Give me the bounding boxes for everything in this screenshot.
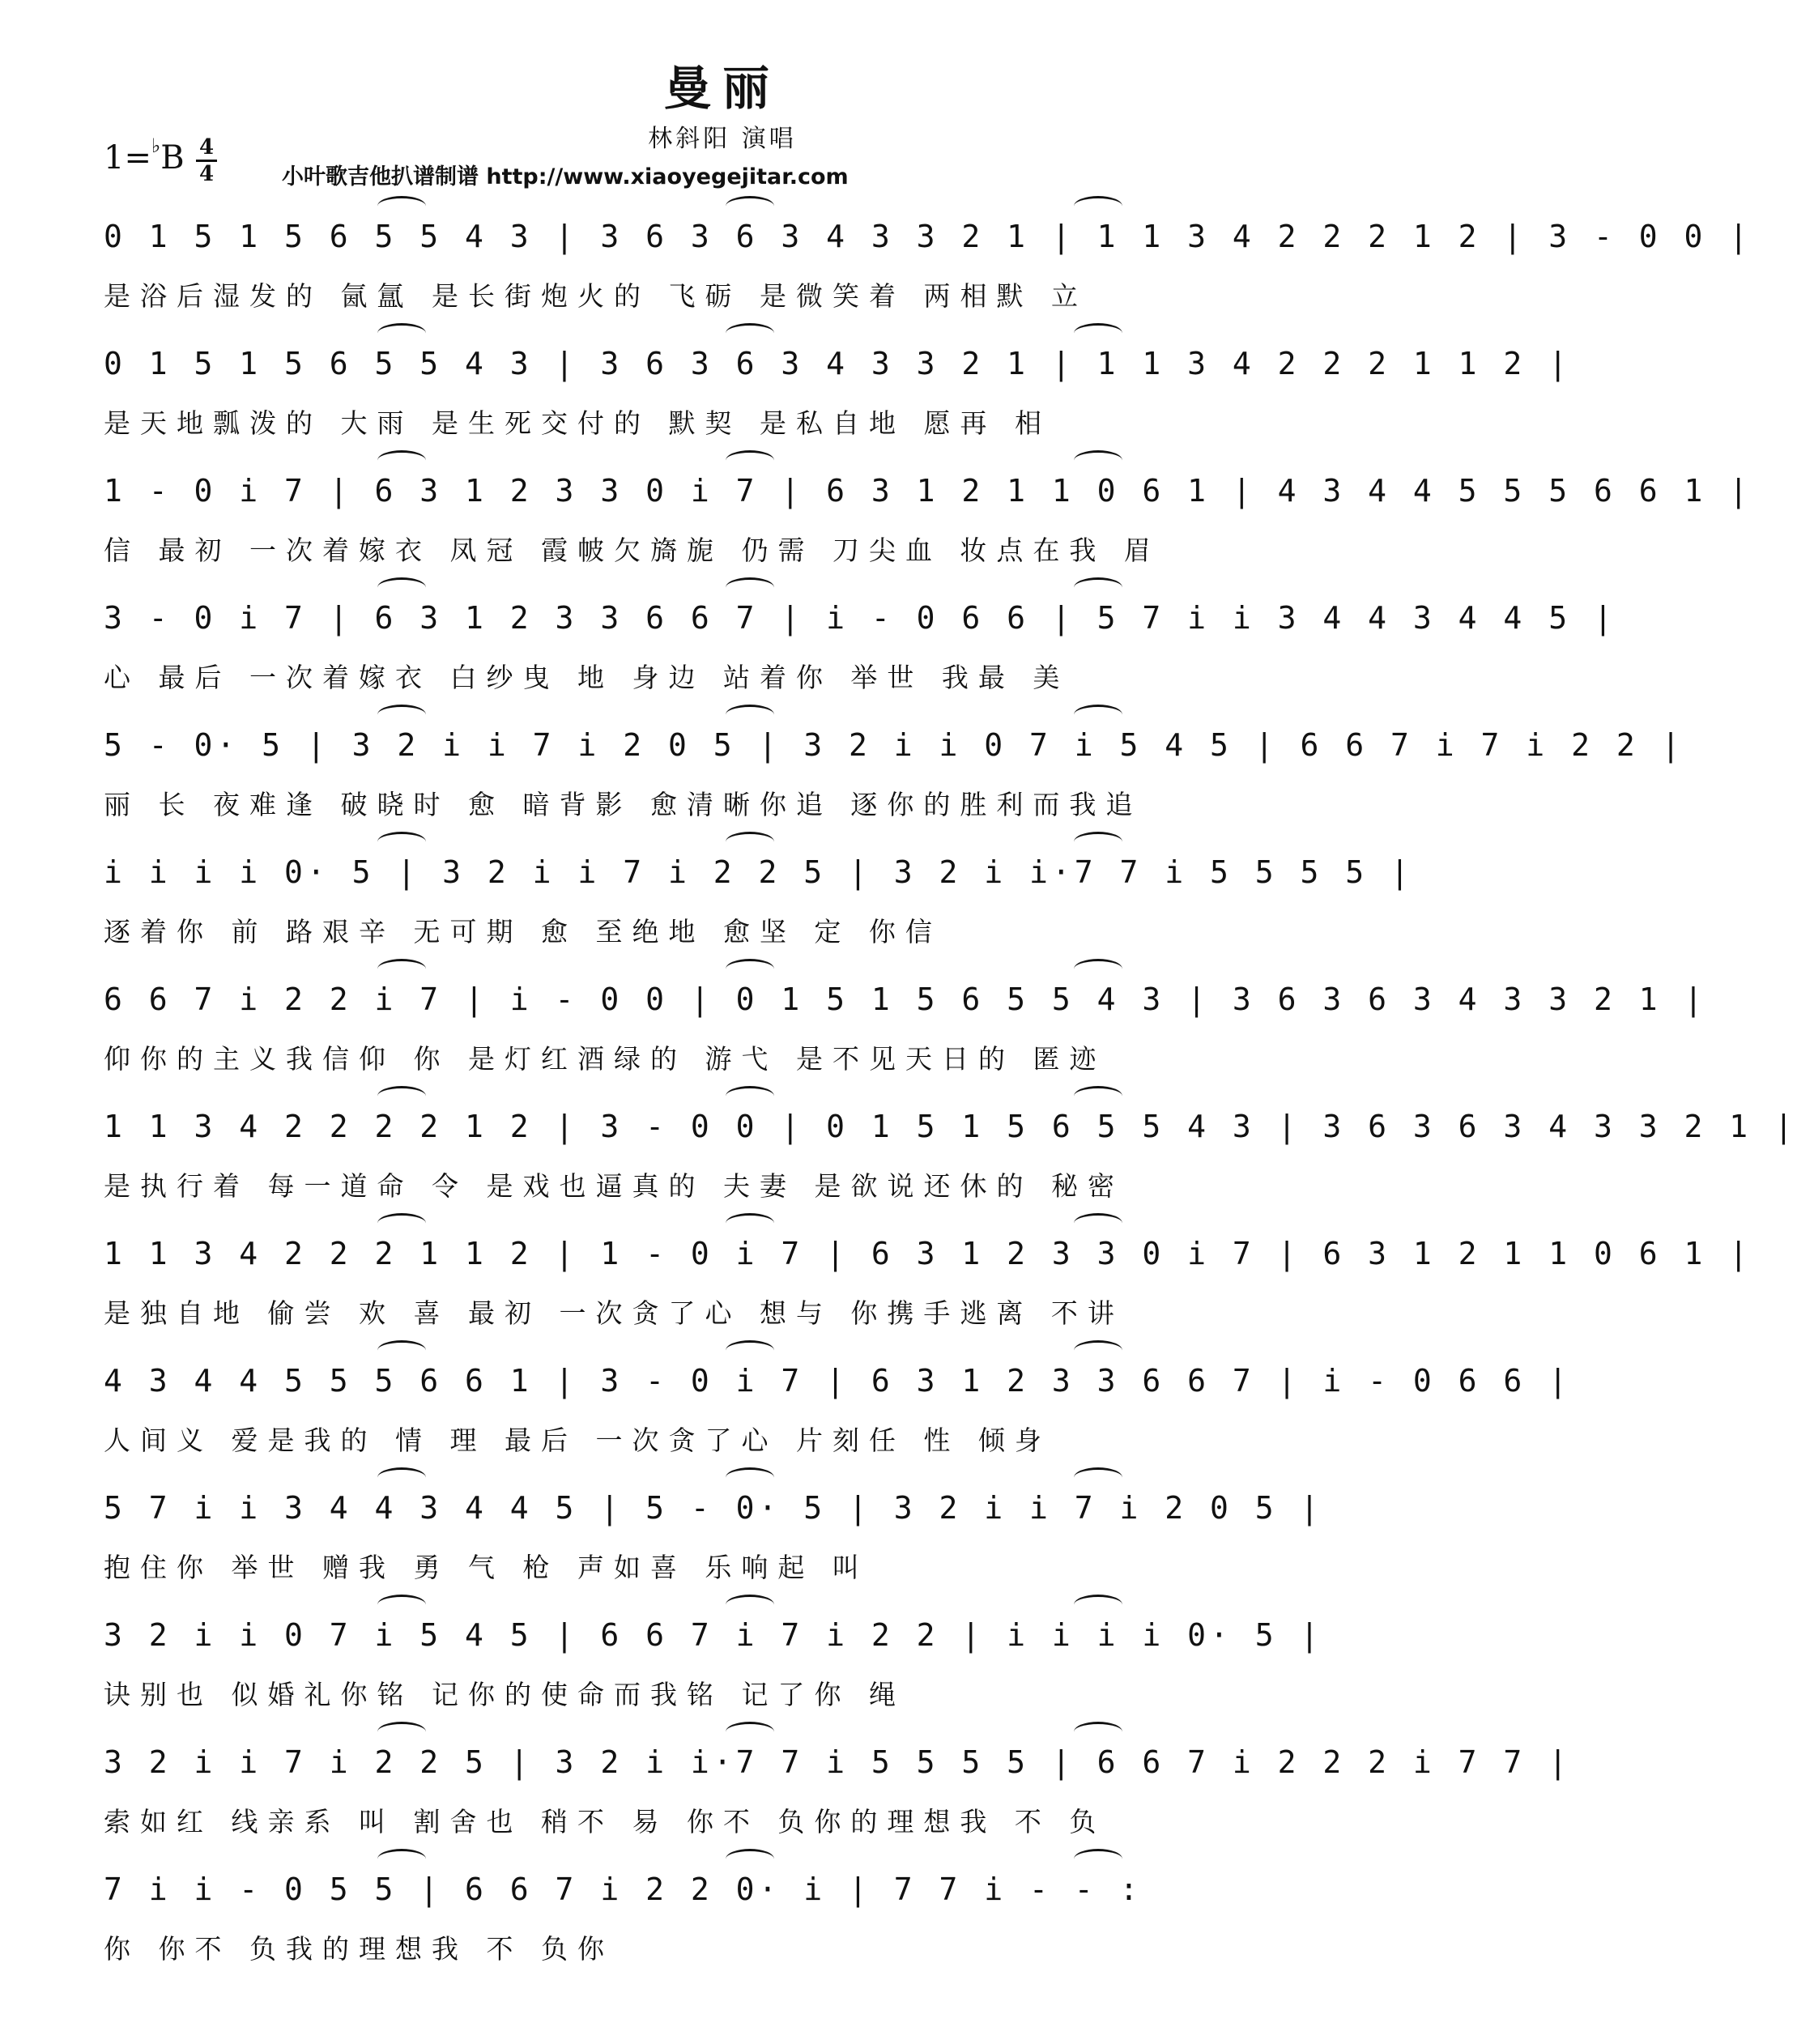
notation-line: 4 3 4 4 5 5 5 6 6 1 | 3 - 0 i 7 | 6 3 1 2 3 3 6 6 7 | i - 0 6 6 |: [104, 1363, 1572, 1399]
lyric-line: 抱住你 举世 赠我 勇 气 枪 声如喜 乐响起 叫: [104, 1552, 869, 1583]
notation-line: 5 - 0· 5 | 3 2 i i 7 i 2 0 5 | 3 2 i i 0 7 i 5 4 5 | 6 6 7 i 7 i 2 2 |: [104, 727, 1684, 763]
slur-mark: [726, 1213, 774, 1233]
slur-mark: [726, 832, 774, 852]
slur-mark: [726, 1595, 774, 1615]
slur-mark: [1074, 1722, 1122, 1742]
slur-mark: [1074, 832, 1122, 852]
slur-mark: [377, 1086, 426, 1106]
slur-mark: [726, 1467, 774, 1488]
lyric-line: 索如红 线亲系 叫 割舍也 稍不 易 你不 负你的理想我 不 负: [104, 1806, 1106, 1837]
slur-mark: [377, 1595, 426, 1615]
lyric-line: 信 最初 一次着嫁衣 凤冠 霞帔欠旖旎 仍需 刀尖血 妆点在我 眉: [104, 534, 1160, 566]
lyric-line: 你 你不 负我的理想我 不 负你: [104, 1933, 614, 1965]
slur-mark: [726, 1849, 774, 1869]
slur-mark: [377, 1340, 426, 1361]
slur-mark: [377, 705, 426, 725]
slur-mark: [377, 323, 426, 343]
slur-mark: [726, 1340, 774, 1361]
lyric-line: 是天地瓢泼的 大雨 是生死交付的 默契 是私自地 愿再 相: [104, 407, 1051, 439]
notation-line: 3 2 i i 7 i 2 2 5 | 3 2 i i·7 7 i 5 5 5 5 | 6 6 7 i 2 2 2 i 7 7 |: [104, 1744, 1572, 1780]
key-prefix: 1=: [104, 139, 151, 177]
slur-mark: [726, 577, 774, 598]
slur-mark: [1074, 577, 1122, 598]
notation-line: 1 1 3 4 2 2 2 1 1 2 | 1 - 0 i 7 | 6 3 1 2 3 3 0 i 7 | 6 3 1 2 1 1 0 6 1 |: [104, 1236, 1752, 1271]
notation-line: 1 - 0 i 7 | 6 3 1 2 3 3 0 i 7 | 6 3 1 2 1 1 0 6 1 | 4 3 4 4 5 5 5 6 6 1 |: [104, 473, 1752, 509]
slur-mark: [377, 1213, 426, 1233]
slur-mark: [377, 832, 426, 852]
slur-mark: [1074, 705, 1122, 725]
transcriber-credit: 小叶歌吉他扒谱制谱 http://www.xiaoyegejitar.com: [282, 164, 849, 189]
slur-mark: [726, 450, 774, 471]
lyric-line: 逐着你 前 路艰辛 无可期 愈 至绝地 愈坚 定 你信: [104, 916, 942, 947]
slur-mark: [377, 1722, 426, 1742]
slur-mark: [1074, 1340, 1122, 1361]
slur-mark: [377, 577, 426, 598]
slur-mark: [1074, 323, 1122, 343]
time-bottom: 4: [198, 162, 215, 186]
slur-mark: [1074, 450, 1122, 471]
slur-mark: [726, 959, 774, 979]
slur-mark: [377, 1849, 426, 1869]
notation-line: 0 1 5 1 5 6 5 5 4 3 | 3 6 3 6 3 4 3 3 2 1 | 1 1 3 4 2 2 2 1 2 | 3 - 0 0 |: [104, 219, 1752, 254]
notation-line: i i i i 0· 5 | 3 2 i i 7 i 2 2 5 | 3 2 i i·7 7 i 5 5 5 5 |: [104, 854, 1413, 890]
notation-line: 1 1 3 4 2 2 2 2 1 2 | 3 - 0 0 | 0 1 5 1 5 6 5 5 4 3 | 3 6 3 6 3 4 3 3 2 1 |: [104, 1109, 1797, 1144]
slur-mark: [1074, 1213, 1122, 1233]
flat-icon: ♭: [151, 134, 161, 157]
key-note: B: [160, 139, 185, 177]
lyric-line: 仰你的主义我信仰 你 是灯红酒绿的 游弋 是不见天日的 匿迹: [104, 1043, 1106, 1075]
page-title: 曼丽: [663, 61, 781, 116]
slur-mark: [1074, 1849, 1122, 1869]
notation-line: 3 - 0 i 7 | 6 3 1 2 3 3 6 6 7 | i - 0 6 6 | 5 7 i i 3 4 4 3 4 4 5 |: [104, 600, 1616, 636]
notation-line: 5 7 i i 3 4 4 3 4 4 5 | 5 - 0· 5 | 3 2 i i 7 i 2 0 5 |: [104, 1490, 1323, 1526]
slur-mark: [377, 196, 426, 216]
slur-mark: [726, 323, 774, 343]
key-signature: [104, 134, 185, 177]
slur-mark: [377, 959, 426, 979]
lyric-line: 是独自地 偷尝 欢 喜 最初 一次贪了心 想与 你携手逃离 不讲: [104, 1297, 1124, 1329]
slur-mark: [377, 1467, 426, 1488]
slur-mark: [1074, 1595, 1122, 1615]
notation-line: 3 2 i i 0 7 i 5 4 5 | 6 6 7 i 7 i 2 2 | i i i i 0· 5 |: [104, 1617, 1323, 1653]
slur-mark: [726, 1086, 774, 1106]
lyric-line: 人间义 爱是我的 情 理 最后 一次贪了心 片刻任 性 倾身: [104, 1424, 1051, 1456]
slur-mark: [1074, 959, 1122, 979]
notation-line: 0 1 5 1 5 6 5 5 4 3 | 3 6 3 6 3 4 3 3 2 1 | 1 1 3 4 2 2 2 1 1 2 |: [104, 346, 1572, 381]
singer-credit: 林斜阳 演唱: [648, 125, 797, 153]
slur-mark: [377, 450, 426, 471]
lyric-line: 丽 长 夜难逢 破晓时 愈 暗背影 愈清晰你追 逐你的胜利而我追: [104, 789, 1143, 820]
lyric-line: 诀别也 似婚礼你铭 记你的使命而我铭 记了你 绳: [104, 1679, 905, 1710]
slur-mark: [726, 1722, 774, 1742]
lyric-line: 是执行着 每一道命 令 是戏也逼真的 夫妻 是欲说还休的 秘密: [104, 1170, 1124, 1202]
slur-mark: [726, 196, 774, 216]
notation-line: 6 6 7 i 2 2 i 7 | i - 0 0 | 0 1 5 1 5 6 5 5 4 3 | 3 6 3 6 3 4 3 3 2 1 |: [104, 982, 1707, 1017]
slur-mark: [726, 705, 774, 725]
lyric-line: 是浴后湿发的 氤氲 是长街炮火的 飞砺 是微笑着 两相默 立: [104, 280, 1088, 312]
lyric-line: 心 最后 一次着嫁衣 白纱曳 地 身边 站着你 举世 我最 美: [104, 662, 1070, 693]
slur-mark: [1074, 196, 1122, 216]
time-top: 4: [198, 135, 215, 160]
slur-mark: [1074, 1086, 1122, 1106]
notation-line: 7 i i - 0 5 5 | 6 6 7 i 2 2 0· i | 7 7 i - - :: [104, 1872, 1143, 1907]
time-signature: [196, 136, 217, 185]
slur-mark: [1074, 1467, 1122, 1488]
